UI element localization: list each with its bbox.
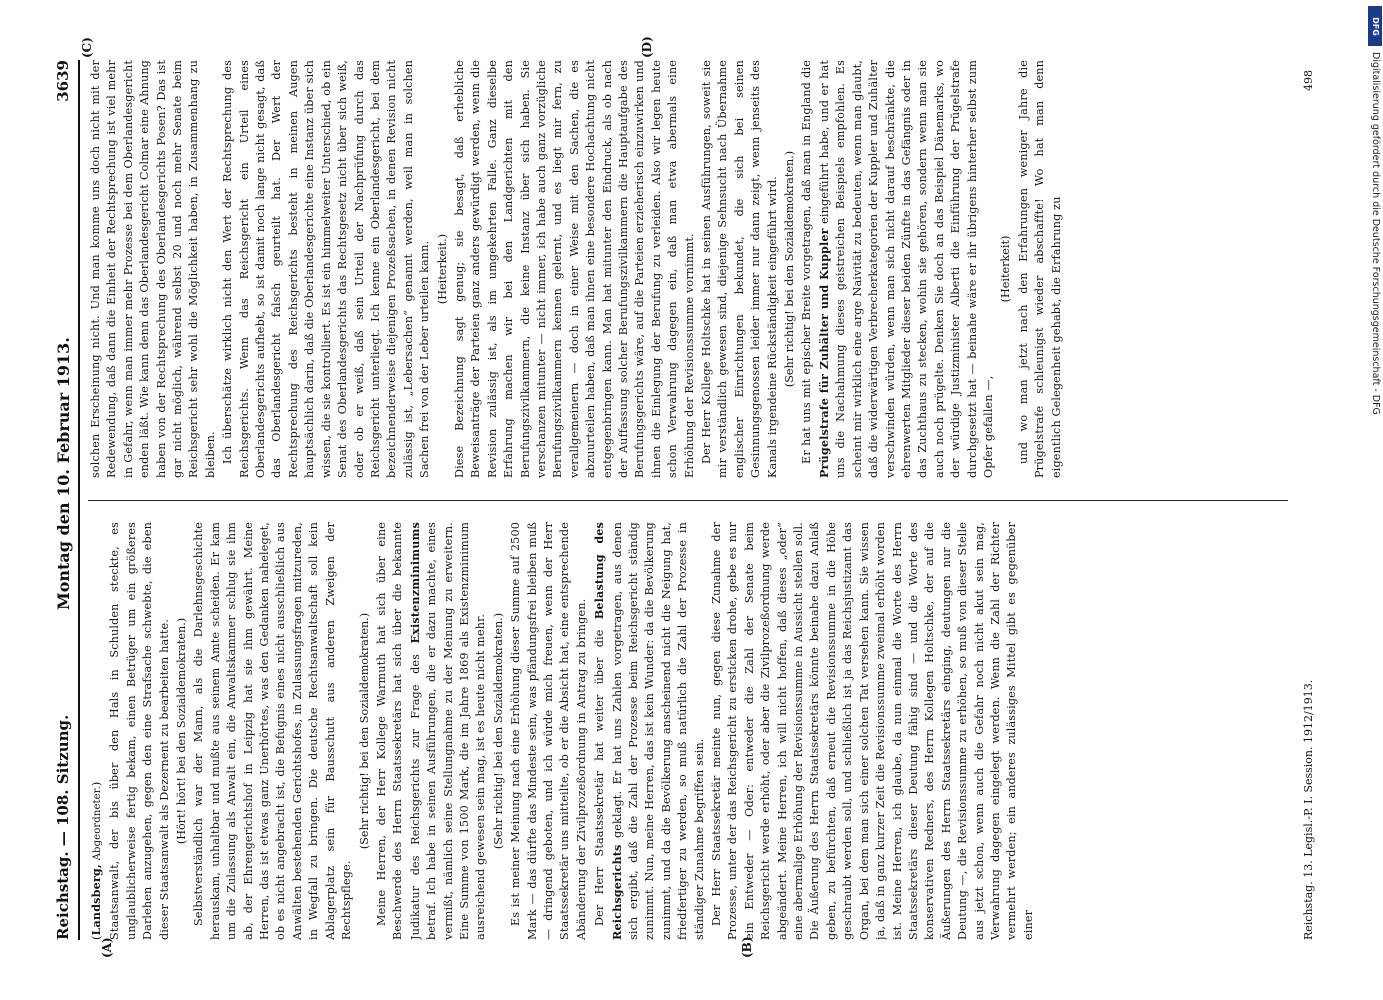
footer-page-number: 498 [1302,70,1315,91]
margin-mark-d: (D) [640,36,654,58]
page-header [48,60,80,940]
keyword-belastung: Belastung des Reichsgerichts [592,522,624,940]
header-page-number: 3639 [54,60,72,102]
paragraph: Selbstverständlich war der Mann, als die Darlehnsgeschichte herauskam, unhaltbar und mußte aus seinem Amte scheiden. Er kam um die Zulassung als Anwalt ein, die Anwaltskammer schlug sie ihm ab, der Ehrengerichtshof in Leipzig hat sie ihm gewährt. Meine Herren, das ist etwas ganz Unerhörtes, was den Gedanken naheleget, ob es nicht angebracht ist, die Befugnis eines nicht ausschließlich aus Anwälten bestehenden Gerichtshofes, in Zulassungsfragen mitzureden, in Wegfall zu bringen. Die deutsche Rechtsanwaltschaft soll kein Ablagerplatz sein für Bausschutt aus anderen Zweigen der Rechtspflege. [192,522,354,940]
paragraph: Der Herr Kollege Holtschke hat in seinen Ausführungen, soweit sie mir verständlich gewesen sind, diejenige Sehnsucht nach Übernahme englischer Einrichtungen bekundet, die sich bei seinen Gesinnungsgenossen leider immer nur dann zeigt, wenn jenseits des Kanals irgendeine Rückständigkeit eingeführt wird. [700,60,779,478]
keyword-pruegelstrafe: Prügelstrafe für Zuhälter und Kuppler [816,228,831,478]
margin-mark-b: (B) [740,936,754,958]
interjection: (Sehr richtig! bei den Sozialdemokraten.) [357,612,371,850]
interjection: (Heiterkeit.) [435,233,449,305]
header-session: Reichstag. — 108. Sitzung. [54,714,72,940]
paragraph-reichsgericht [591,522,708,940]
paragraph: Diese Bezeichnung sagt genug; sie besagt, daß erhebliche Beweisanträge der Parteien ganz anders gewürdigt werden, wenn die Revision zulässig ist, als im umgekehrten Falle. Ganz dieselbe Erfahrung machen wir bei den Landgerichten mit den Berufungszivilkammern, die keine Instanz über sich haben. Sie verschanzen mitunter — nicht immer, ich habe auch ganz vorzügliche Berufungszivilkammern kennen gelernt, und es liegt mir fern, zu verallgemeinern — doch in einer Weise mit den Sachen, die es abzuurteilen haben, daß man ihnen eine besondere Hochachtung nicht entgegenbringen kann. Man hat mitunter den Eindruck, als ob nach der Auffassung solcher Berufungszivilkammern die Hauptaufgabe des Berufungsgerichts wäre, auf die Parteien erzieherisch einzuwirken und ihnen die Einlegung der Berufung zu verleiden. Also wir legen heute schon Verwahrung dagegen ein, daß man etwa abermals eine Erhöhung der Revisionssumme vornimmt. [452,60,696,478]
right-column [88,60,1298,478]
rotated-page [40,36,1340,960]
paragraph-text: Meine Herren, der Herr Kollege Warmuth hat sich über eine Beschwerde des Herrn Staatssekretärs hat sich über die bekannte Judikatur des Reichsgerichts zur Frage des [374,522,422,940]
footer-session-info: Reichstag. 13. Legisl.-P. I. Session. 1912/1913. [1302,679,1315,940]
paragraph: Es ist meiner Meinung nach eine Erhöhung dieser Summe auf 2500 Mark — das dürfte das Mindeste sein, was pfändungsfrei bleiben muß — dringend geboten, und ich würde mich freuen, wenn der Herr Staatssekretär uns mitteilte, ob er die Absicht hat, eine entsprechende Abänderung der Zivilprozeßordnung in Antrag zu bringen. [509,522,588,940]
digitization-credit [1368,6,1382,994]
paragraph: Staatsanwalt, der bis über den Hals in Schulden steckte, es unglaublicherweise fertig bekam, einen Betrüger um ein größeres Darlehen anzugehen, gegen den eine Strafsache schwebte, die eben dieser Staatsanwalt als Dezernent zu bearbeiten hatte. [108,522,171,940]
paragraph-text: betraf. Ich habe in seinen Ausführungen, die er dazu machte, eines vermißt, nämlich seine Stellungnahme zu der Meinung zu erweitern. Eine Summe von 1500 Mark, die im Jahre 1869 als Existenzminimum ausreichend gewesen sein mag, ist es heute nicht mehr. [425,522,488,940]
interjection: (Sehr richtig! bei den Sozialdemokraten.) [491,612,505,850]
keyword-existenzminimum: Existenzminimums [407,522,422,644]
paragraph-text: Er hat uns mit epischer Breite vorgetragen, daß man in England die [800,60,814,464]
paragraph-pruegelstrafe [799,60,997,478]
credit-text: Digitalisierung gefördert durch die Deutsche Forschungsgemeinschaft - DFG [1370,52,1381,415]
margin-mark-a: (A) [100,937,114,958]
paragraph-text: eingeführt habe, und er hat uns die Nachahmung dieses geistreichen Beispiels empfohlen. Es scheint mir wirklich eine arge Naivität zu bedeuten, wenn man glaubt, daß die widerwärtigen Verbrecherkategorien der Kuppler und Zuhälter verschwinden würden, wenn man sich nicht darauf beschränkte, die ehrenwerten Mitglieder dieser beiden Zünfte in das Gefängnis oder in das Zuchthaus zu stecken, wohin sie gehören, sondern wenn man sie auch noch prügelte. Denken Sie doch an das Beispiel Dänemarks, wo der würdige Justizminister Alberti die Einführung der Prügelstrafe durchgesetzt hat — beinahe wäre er ihr übrigens hinterher selbst zum Opfer gefallen —, [817,60,995,478]
paragraph: Ich überschätze wirklich nicht den Wert der Rechtsprechung des Reichsgerichts. Wenn das Reichsgericht ein Urteil eines Oberlandesgerichts aufhebt, so ist damit noch lange nicht gesagt, daß das Oberlandesgericht falsch geurteilt hat. Der Wert der Rechtsprechung des Reichsgerichts besteht in meinen Augen hauptsächlich darin, daß die Oberlandesgerichte eine Instanz über sich wissen, die sie kontrolliert. Es ist ein himmelweiter Unterschied, ob ein Senat des Oberlandesgerichts das Rechtsgesetz nicht über sich weiß, oder ob er weiß, daß sein Urteil der Nachprüfung durch das Reichsgericht unterliegt. Ich kenne ein Oberlandesgericht, bei dem bezeichnenderweise diejenigen Prozeßsachen, in denen Revision nicht zulässig ist, „Lebersachen“ genannt werden, weil man in solchen Sachen frei von der Leber urteilen kann. [221,60,432,478]
header-date: Montag den 10. Februar 1913. [54,337,73,610]
paragraph: und wo man jetzt nach den Erfahrungen weniger Jahre die Prügelstrafe schleunigst wieder abschaffte! Wo hat man denn eigentlich Gelegenheit gehabt, die Erfahrung zu [1016,60,1063,478]
margin-mark-c: (C) [80,37,94,58]
page-footer [1302,60,1322,940]
left-column [88,522,1298,940]
interjection: (Hört! hört! bei den Sozialdemokraten.) [175,617,189,845]
paragraph: Der Herr Staatssekretär meinte nun, gegen diese Zunahme der Prozesse, unter der das Reichsgericht zu ersticken drohe, gebe es nur ein Entweder — Oder: entweder die Zahl der Senate beim Reichsgericht werde erhöht, oder aber die Zivilprozeßordnung werde abgeändert. Meine Herren, ich will nicht hoffen, daß dieses „oder“ eine abermalige Erhöhung der Revisionssumme in Aussicht stellen soll. Die Äußerung des Herrn Staatssekretärs könnte beinahe dazu Anlaß geben, zu befürchten, daß erneut die Revisionssumme in die Höhe geschraubt werden soll, und schließlich ist ja das Reichsjustizamt das Organ, bei dem man sich einer solchen Tat versehen kann. Sie wissen ja, daß in ganz kurzer Zeit die Revisionssumme zweimal erhöht worden ist. Meine Herren, ich glaube, da nun einmal die Worte des Herrn Staatssekretärs dieser Deutung fähig sind — und die Worte des konservativen Redners, des Herrn Kollegen Holtschke, der auf die Äußerungen des Herrn Staatssekretärs einging, deutungen nur die Deutung —, die Revisionssumme zu erhöhen, so muß von dieser Stelle aus jetzt schon, wenn auch die Gefahr noch nicht akut sein mag, Verwahrung dagegen eingelegt werden. Wenn die Zahl der Richter vermehrt werden; ein anderes zulässiges Mittel gibt es gegenüber einer [710,522,1035,940]
column-divider [88,500,1288,501]
speaker-name: Landsberg, [89,864,103,936]
interjection: (Heiterkeit) [999,235,1013,303]
interjection: (Sehr richtig! bei den Sozialdemokraten.) [783,150,797,388]
speaker-heading: (Landsberg, Abgeordneter.) [89,781,103,940]
paragraph-existenzminimum [374,522,490,940]
paragraph-text: Der Herr Staatssekretär hat weiter über die [593,619,607,926]
speaker-suffix: ) [90,781,103,787]
paragraph: solchen Erscheinung nicht. Und man komme uns doch nicht mit der Redewendung, daß dann die Einheit der Rechtsprechung ist viel mehr in Gefahr, wenn man immer mehr Prozesse bei dem Oberlandesgericht enden läßt. Wie kann denn das Oberlandesgericht Colmar eine Ahnung haben von der Rechtsprechung des Oberlandesgerichts Posen? Das ist gar nicht möglich, während selbst 20 und noch mehr Senate beim Reichsgericht sehr wohl die Möglichkeit haben, in Zusammenhang zu bleiben. [89,60,217,478]
dfg-logo [1368,6,1382,46]
dfg-logo-text: DFG [1370,16,1380,36]
speaker-role: Abgeordneter. [92,786,103,861]
paragraph-text: geklagt. Er hat uns Zahlen vorgetragen, aus denen sich ergibt, daß die Zahl der Prozesse beim Reichsgericht ständig zunimmt. Nun, meine Herren, das ist kein Wunder: da die Bevölkerung zunimmt, und da die Bevölkerung anscheinend nicht die Neigung hat, friedfertiger zu werden, so muß natürlich die Zahl der Prozesse in ständiger Zunahme begriffen sein. [610,522,706,940]
